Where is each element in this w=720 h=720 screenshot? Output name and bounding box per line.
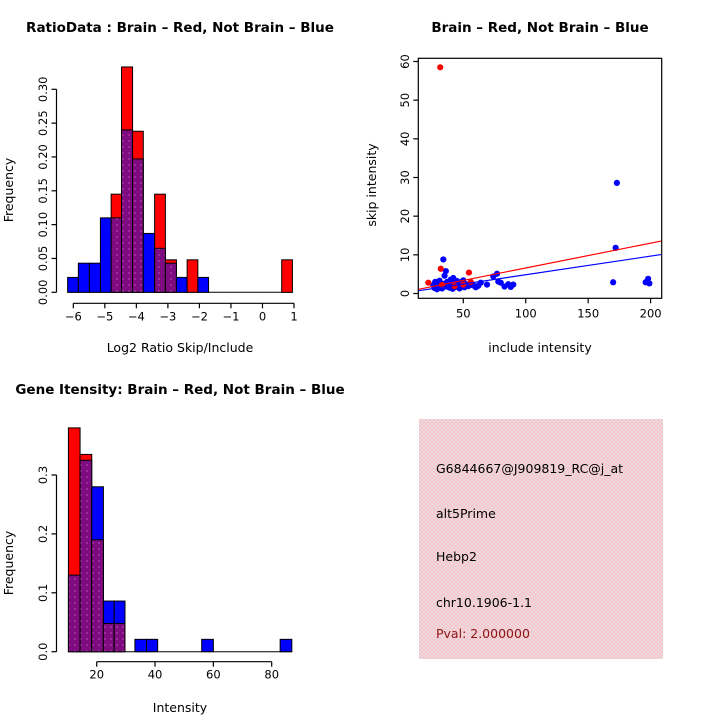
scatter-point-red [466, 270, 472, 276]
y-tick-label: 20 [397, 208, 412, 224]
histogram-bar-red [187, 260, 198, 292]
ratio-histogram-title: RatioData : Brain – Red, Not Brain – Blue [26, 20, 334, 36]
y-tick-label: 10 [397, 247, 412, 263]
x-tick-label: 60 [206, 667, 221, 682]
gene-intensity-title: Gene Itensity: Brain – Red, Not Brain – Blue [15, 382, 345, 398]
histogram-bar-blue [100, 218, 111, 292]
panel-skip-include-scatter [360, 0, 720, 360]
x-tick-label: −4 [127, 309, 145, 324]
regression-line-red [418, 241, 662, 290]
scatter-point-blue [440, 256, 446, 262]
y-tick-label: 60 [397, 54, 412, 69]
histogram-bar-blue [147, 639, 158, 651]
scatter-point-red [425, 280, 431, 286]
scatter-point-blue [646, 280, 652, 286]
histogram-bar-overlap [133, 159, 144, 292]
scatter-y-axis-label: skip intensity [364, 143, 379, 227]
histogram-bar-overlap [103, 623, 114, 651]
x-tick-label: −2 [190, 309, 208, 324]
gene-intensity-histogram-plot [0, 360, 360, 720]
histogram-bar-blue [280, 639, 292, 651]
ratio-histogram-y-axis-label: Frequency [1, 157, 16, 223]
y-tick-label: 30 [397, 170, 412, 185]
y-tick-label: 0.30 [36, 76, 50, 103]
scatter-point-blue [484, 282, 490, 288]
y-tick-label: 0.1 [36, 583, 50, 602]
scatter-point-blue [610, 279, 616, 285]
y-tick-label: 0.15 [36, 177, 50, 204]
y-tick-label: 0.20 [36, 144, 50, 170]
ratio-histogram-plot [0, 0, 360, 360]
x-tick-label: −6 [64, 309, 82, 324]
histogram-bar-blue [202, 639, 214, 651]
histogram-bar-blue [78, 263, 89, 292]
x-tick-label: 200 [639, 306, 662, 321]
scatter-x-axis-label: include intensity [488, 340, 592, 355]
histogram-bar-blue [89, 263, 100, 292]
histogram-bar-overlap [92, 540, 104, 652]
skip-include-scatter-plot [360, 0, 720, 360]
probe-id-text: G6844667@J909819_RC@j_at [436, 461, 624, 476]
histogram-bar-overlap [111, 218, 121, 292]
scatter-point-blue [510, 282, 516, 288]
histogram-bar-overlap [122, 130, 133, 292]
y-tick-label: 0.3 [36, 465, 50, 485]
x-tick-label: 100 [514, 306, 537, 321]
histogram-bar-overlap [114, 623, 125, 651]
plot-frame [418, 58, 661, 298]
scatter-point-red [438, 266, 444, 272]
gene-intensity-x-axis-label: Intensity [152, 700, 208, 715]
x-tick-label: 1 [290, 309, 298, 324]
gene-name-text: Hebp2 [436, 549, 477, 564]
x-tick-label: −5 [96, 309, 114, 324]
x-tick-label: 50 [455, 306, 471, 321]
x-tick-label: 20 [89, 667, 105, 682]
pval-text: Pval: 2.000000 [436, 626, 530, 641]
y-tick-label: 40 [397, 131, 412, 147]
histogram-bar-blue [135, 639, 147, 651]
y-tick-label: 0 [397, 289, 412, 298]
panel-ratio-histogram [0, 0, 360, 360]
gene-intensity-y-axis-label: Frequency [1, 530, 16, 596]
scatter-title: Brain – Red, Not Brain – Blue [431, 20, 649, 36]
histogram-bar-blue [198, 277, 209, 292]
panel-gene-intensity-histogram [0, 360, 360, 720]
y-tick-label: 0.05 [36, 245, 50, 272]
scatter-point-blue [614, 180, 620, 186]
x-tick-label: −1 [222, 309, 240, 324]
x-tick-label: 80 [264, 667, 280, 682]
histogram-bar-blue [176, 277, 187, 292]
histogram-bar-blue [68, 277, 79, 292]
histogram-bar-overlap [80, 460, 92, 651]
histogram-bar-overlap [68, 575, 80, 652]
histogram-bar-red [282, 260, 293, 292]
y-tick-label: 0.0 [36, 642, 50, 661]
histogram-bar-blue [143, 233, 154, 292]
histogram-bar-overlap [165, 263, 176, 292]
chromosome-location-text: chr10.1906-1.1 [436, 595, 533, 610]
x-tick-label: 150 [577, 306, 600, 321]
scatter-point-red [437, 64, 443, 70]
ratio-histogram-x-axis-label: Log2 Ratio Skip/Include [106, 340, 254, 355]
gene-info-box [419, 419, 663, 659]
y-tick-label: 0.2 [36, 524, 50, 544]
y-tick-label: 0.25 [36, 110, 50, 136]
x-tick-label: 0 [258, 309, 267, 324]
x-tick-label: −3 [159, 309, 177, 324]
y-tick-label: 0.00 [36, 279, 50, 306]
histogram-bar-overlap [155, 248, 166, 292]
splice-type-text: alt5Prime [436, 506, 496, 521]
y-tick-label: 0.10 [36, 211, 50, 238]
regression-line-blue [418, 254, 662, 290]
y-tick-label: 50 [397, 92, 412, 108]
x-tick-label: 40 [147, 667, 163, 682]
